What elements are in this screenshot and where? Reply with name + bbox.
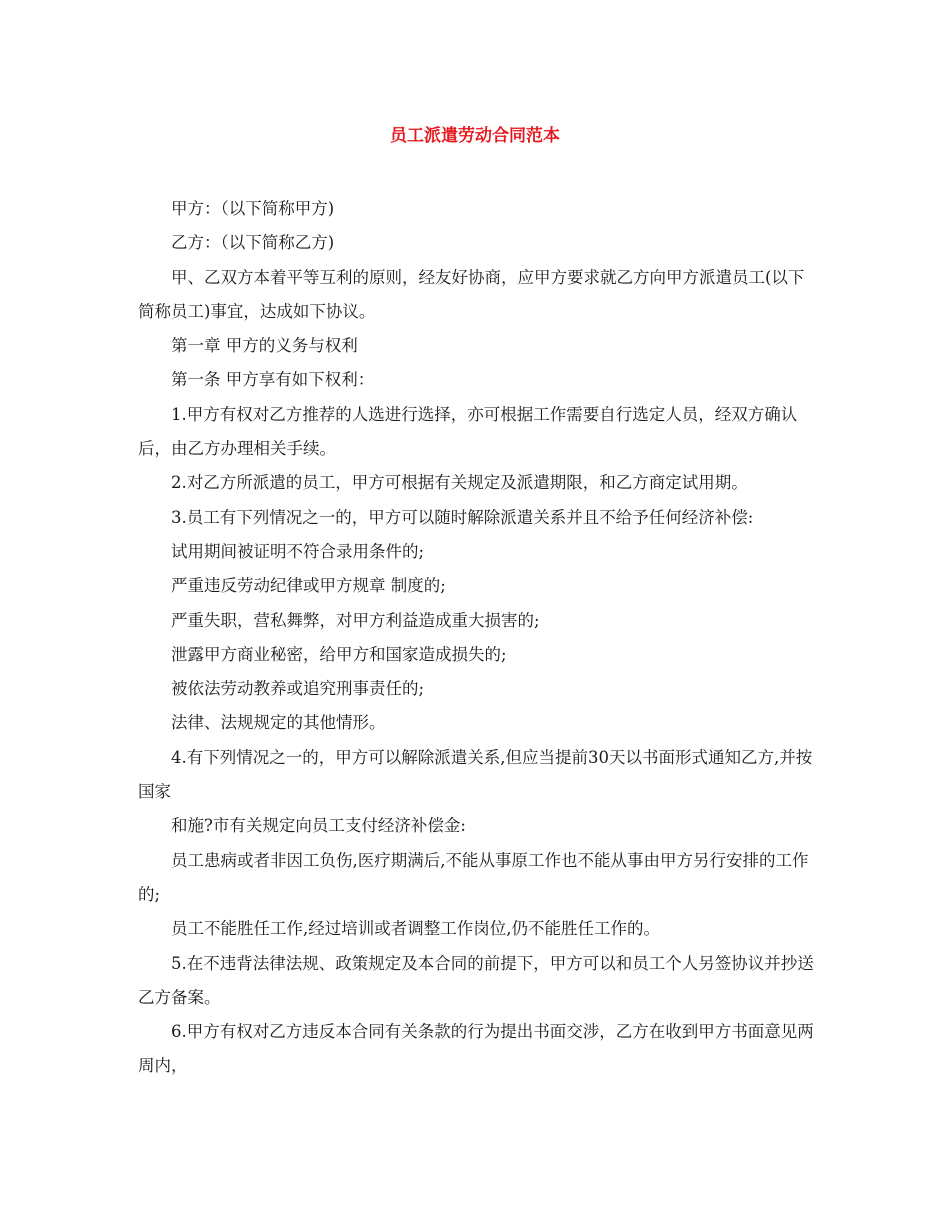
document-body — [138, 192, 818, 1084]
clause-3-item-1: 试用期间被证明不符合录用条件的; — [171, 541, 425, 561]
clause-4-continued: 和施?市有关规定向员工支付经济补偿金: — [171, 816, 466, 836]
clause-3: 3.员工有下列情况之一的，甲方可以随时解除派遣关系并且不给予任何经济补偿: — [171, 507, 754, 527]
clause-3-item-6: 法律、法规规定的其他情形。 — [171, 713, 386, 733]
paragraph-party-a: 甲方：（以下简称甲方) — [171, 199, 335, 218]
paragraph-preamble: 甲、乙双方本着平等互利的原则，经友好协商，应甲方要求就乙方向甲方派遣员工(以下简称员工)事宜，达成如下协议。 — [138, 267, 805, 321]
clause-4-item-1: 员工患病或者非因工负伤,医疗期满后,不能从事原工作也不能从事由甲方另行安排的工作的; — [138, 850, 809, 904]
clause-6: 6.甲方有权对乙方违反本合同有关条款的行为提出书面交涉，乙方在收到甲方书面意见两周内， — [138, 1022, 814, 1076]
clause-3-item-2: 严重违反劳动纪律或甲方规章 制度的; — [171, 576, 446, 596]
clause-3-item-4: 泄露甲方商业秘密，给甲方和国家造成损失的; — [171, 644, 507, 664]
clause-5: 5.在不违背法律法规、政策规定及本合同的前提下，甲方可以和员工个人另签协议并抄送乙方备案。 — [138, 953, 814, 1007]
clause-4-item-2: 员工不能胜任工作,经过培训或者调整工作岗位,仍不能胜任工作的。 — [171, 919, 660, 939]
clause-2: 2.对乙方所派遣的员工，甲方可根据有关规定及派遣期限，和乙方商定试用期。 — [171, 473, 748, 493]
document-title: 员工派遣劳动合同范本 — [390, 126, 560, 146]
article-heading: 第一条 甲方享有如下权利： — [171, 370, 375, 390]
clause-4: 4.有下列情况之一的，甲方可以解除派遣关系,但应当提前30天以书面形式通知乙方,并按国家 — [138, 747, 813, 802]
clause-3-item-5: 被依法劳动教养或追究刑事责任的; — [171, 679, 425, 699]
chapter-heading: 第一章 甲方的义务与权利 — [171, 336, 358, 356]
clause-3-item-3: 严重失职，营私舞弊，对甲方利益造成重大损害的; — [171, 610, 540, 630]
clause-1: 1.甲方有权对乙方推荐的人选进行选择，亦可根据工作需要自行选定人员，经双方确认后，由乙方办理相关手续。 — [138, 404, 798, 459]
paragraph-party-b: 乙方：（以下简称乙方) — [171, 233, 335, 253]
